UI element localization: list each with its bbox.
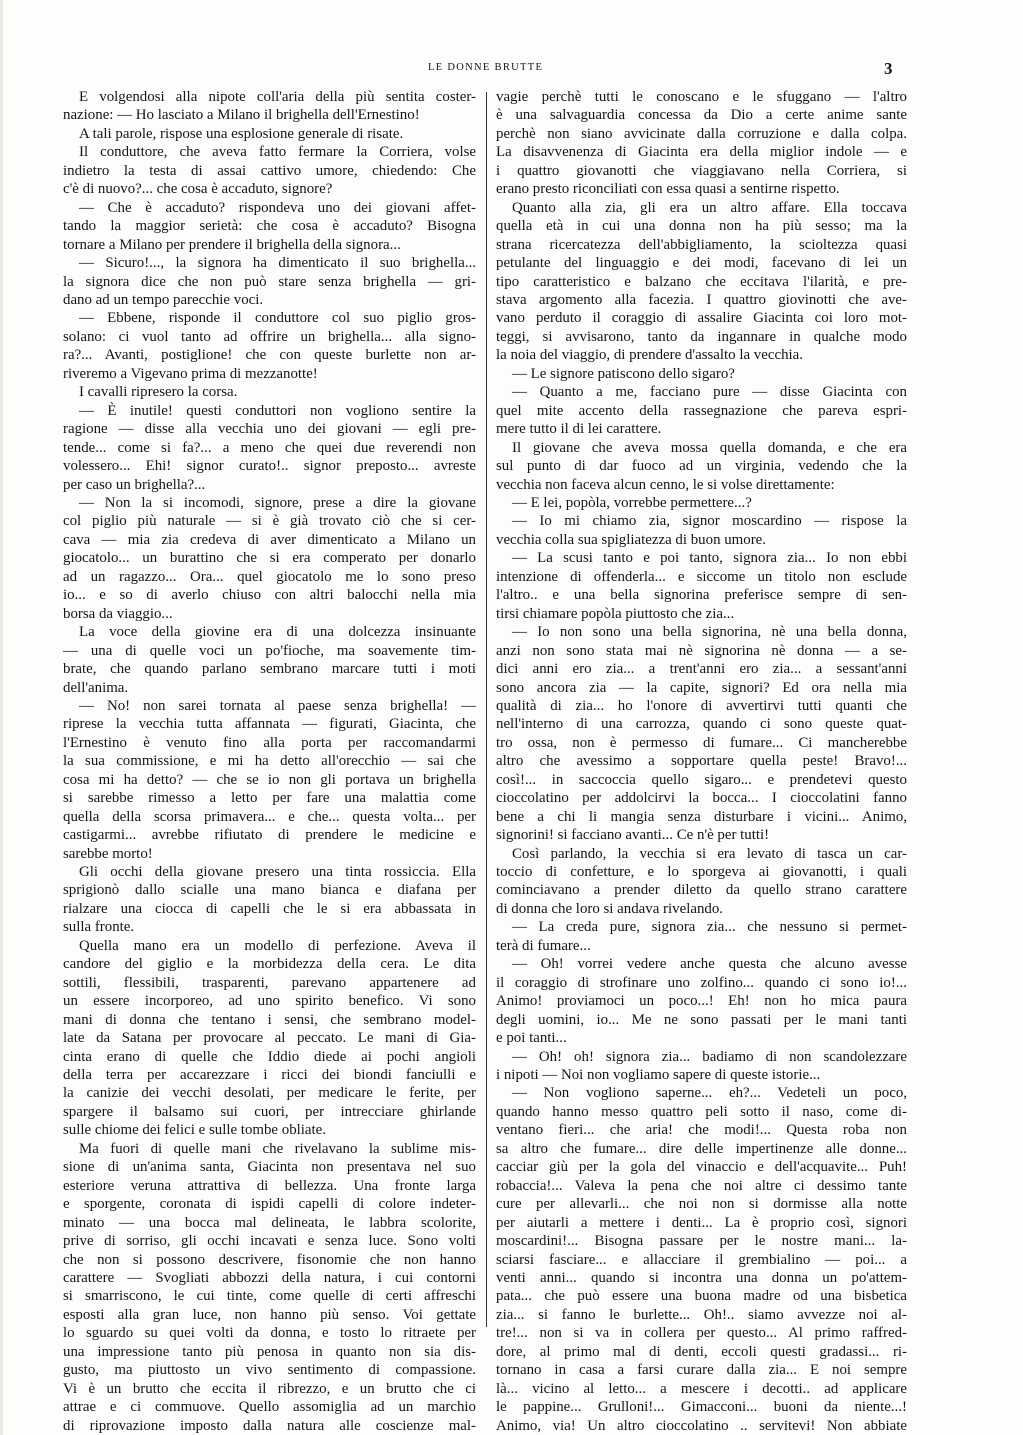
text-line: un essere incorporeo, ad uno spirito benefico. Vi sono — [63, 993, 476, 1010]
text-line: strana ricercatezza dell'abbigliamento, la scioltezza quasi — [496, 236, 907, 253]
text-line: Quella mano era un modello di perfezione. Aveva il — [79, 937, 476, 954]
text-line: i nipoti — Noi non vogliamo sapere di queste istorie... — [496, 1067, 821, 1084]
text-line: della terra per accarezzare i ricci dei biondi fanciulli e — [63, 1067, 476, 1084]
text-line: sulle chiome dei felici e sulle tombe obliate. — [63, 1122, 326, 1139]
text-line: tornare a Milano per prendere il brighella della signora... — [63, 236, 401, 253]
text-line: Ma fuori di quelle mani che rivelavano la sublime mis- — [79, 1140, 476, 1157]
text-line: gusto, ma piuttosto un vivo sentimento di compassione. — [63, 1362, 476, 1379]
text-line: sciarsi fasciare... e allacciare il grembialino — poi... a — [496, 1251, 907, 1268]
text-line: — E lei, popòla, vorrebbe permettere...? — [512, 494, 752, 511]
text-line: — Che è accaduto? rispondeva uno dei giovani affet- — [79, 199, 476, 216]
text-line: dell'anima. — [63, 679, 129, 696]
text-line: cioccolatino per addolcirvi la bocca... I cioccolatini fanno — [496, 790, 907, 807]
text-line: E volgendosi alla nipote coll'aria della più sentita coster- — [79, 89, 476, 105]
text-line: toccio di confetture, e lo sporgeva ai giovanotti, i quali — [496, 864, 907, 881]
text-line: — Io non sono una bella signorina, nè una bella donna, — [512, 624, 907, 641]
text-line: l'Ernestino è venuto fino alla porta per raccomandarmi — [63, 734, 476, 751]
text-line: ad un ragazzo... Ora... quel giocatolo me lo sono preso — [63, 568, 476, 585]
text-line: I cavalli ripresero la corsa. — [79, 384, 238, 401]
text-line: vecchia non faceva alcun cenno, le si volse direttamente: — [496, 476, 835, 493]
text-line: venti anni... quando si incontra una donna un po'attem- — [496, 1270, 907, 1286]
text-line: Il giovane che aveva mossa quella domanda, e che era — [512, 439, 907, 456]
text-line: perchè non siano avvicinate dalla corruzione e dalla colpa. — [496, 125, 907, 142]
text-line: — una di quelle voci un po'fioche, ma soavemente tim- — [63, 642, 476, 659]
text-line: quando hanno messo quattro peli sotto il naso, come di- — [496, 1103, 907, 1120]
text-line: — Non la si incomodi, signore, prese a dire la giovane — [79, 494, 476, 511]
text-line: cinta erano di quelle che Iddio diede ai pochi angioli — [63, 1048, 476, 1065]
text-line: una impressione tanto più penosa in quanto non sia dis- — [63, 1343, 476, 1360]
text-line: riveremo a Vigevano prima di mezzanotte! — [63, 365, 318, 382]
text-line: per caso un brighella?... — [63, 476, 206, 493]
text-line: La disavvenenza di Giacinta era della miglior indole — e — [496, 144, 907, 161]
text-line: spargere il balsamo sui cuori, per intrecciare ghirlande — [63, 1103, 476, 1120]
text-line: late da Satana per provocare al peccato. Le mani di Gia- — [63, 1030, 476, 1047]
text-line: tornano in casa a farsi curare dalla zia... E noi sempre — [496, 1362, 907, 1379]
text-line: stava argomento alla facezia. I quattro giovinotti che ave- — [496, 291, 907, 308]
text-line: prive di sorriso, gli occhi incavati e senza luce. Sono volti — [63, 1233, 476, 1250]
text-line: tende... come si fa?... a meno che quei due reverendi non — [63, 439, 476, 456]
text-line: nazione: — Ho lasciato a Milano il brighella dell'Ernestino! — [63, 107, 420, 124]
text-line: Così parlando, la vecchia si era levato di tasca un car- — [512, 845, 907, 862]
text-line: l'altro.. e una bella signorina preferisce sempre di sen- — [496, 587, 907, 604]
text-line: sul punto di dar fuoco ad un virginia, vedendo che la — [496, 458, 907, 475]
text-line: — Le signore patiscono dello sigaro? — [512, 365, 735, 382]
text-line: — No! non sarei tornata al paese senza brighella! — — [79, 697, 476, 714]
text-line: teggi, si avvisarono, tanto da ingannare in qualche modo — [496, 328, 907, 345]
text-line: la signora dice che non può stare senza brighella — gri- — [63, 273, 476, 290]
text-line: — La scusi tanto e poi tanto, signora zia... Io non ebbi — [512, 550, 907, 567]
text-line: ventano fieri... che aria! che modi!... Questa roba non — [496, 1122, 907, 1139]
text-line: quella della scorsa primavera... e che... questa volta... per — [63, 808, 476, 825]
text-line: sa altro che fumare... dire delle impertinenze alle donne... — [496, 1140, 907, 1157]
text-line: sottili, flessibili, trasparenti, parevano appartenere ad — [63, 974, 476, 991]
text-line: Gli occhi della giovane presero una tinta rossiccia. Ella — [79, 864, 476, 881]
text-line: che non si possono descrivere, fisonomie che non hanno — [63, 1251, 476, 1268]
text-line: — Oh! vorrei vedere anche questa che alcuno avesse — [512, 956, 907, 973]
text-line: tro ossa, non è permesso di fumare... Ci mancherebbe — [496, 734, 907, 751]
text-line: le pappine... Grulloni!... Gimacconi... buoni da niente...! — [496, 1399, 907, 1416]
text-line: Vi è un brutto che eccita il ribrezzo, e un brutto che ci — [63, 1380, 476, 1397]
text-line: col piglio più naturale — si è già trovato ciò che si cer- — [63, 513, 476, 530]
text-line: la noia del viaggio, di prendere d'assalto la vecchia. — [496, 347, 803, 364]
text-line: bene a chi li mangia senza disturbare i vicini... Animo, — [496, 808, 907, 825]
text-line: vecchia colla sua spigliatezza di buon umore. — [496, 531, 766, 548]
text-line: e sporgente, coronata di ispidi capelli di colore indeter- — [63, 1196, 476, 1213]
text-line: — Io mi chiamo zia, signor moscardino — rispose la — [512, 513, 907, 530]
text-line: così!... in saccoccia quello sigaro... e prendetevi questo — [496, 771, 907, 788]
text-line: sprigionò dallo scialle una mano bianca e diafana per — [63, 882, 476, 899]
text-line: tre!... non si va in collera per questo... Al primo raffred- — [496, 1325, 907, 1342]
text-line: si sarebbe rimesso a letto per fare una malattia come — [63, 790, 476, 807]
text-line: carattere — Svogliati abbozzi della natura, i cui contorni — [63, 1270, 476, 1286]
text-line: signorini! si facciano avanti... Ce n'è per tutti! — [496, 827, 770, 844]
text-line: e poi tanti... — [496, 1030, 567, 1047]
text-line: tando la maggior serietà: che cosa è accaduto? Bisogna — [63, 218, 476, 235]
text-line: — Non vogliono saperne... eh?... Vedeteli un poco, — [512, 1085, 907, 1102]
text-line: A tali parole, rispose una esplosione generale di risate. — [79, 125, 404, 142]
text-line: — Sicuro!..., la signora ha dimenticato il suo brighella... — [79, 255, 476, 272]
text-line: terà di fumare... — [496, 937, 591, 954]
left-column — [63, 88, 476, 1435]
page-edge-shadow — [0, 0, 3, 1435]
text-line: vano perduto il coraggio di assalire Giacinta coi loro mot- — [496, 310, 907, 327]
text-line: il coraggio di strofinare uno zolfino... quando ci sono io!... — [496, 974, 907, 991]
text-line: altro che avessimo a sopportare quella peste! Bravo!... — [496, 753, 907, 770]
text-line: borsa da viaggio... — [63, 605, 173, 622]
text-line: si smarriscono, le cui tinte, come quelle di certi affreschi — [63, 1288, 476, 1305]
text-line: minato — una bocca mal delineata, le labbra scolorite, — [63, 1214, 476, 1231]
text-line: cure per allevarli... che noi non si dormisse alla notte — [496, 1196, 907, 1213]
text-line: riprese la vecchia tutta affannata — figurati, Giacinta, che — [63, 716, 476, 733]
text-line: io... e so di averlo chiuso con altri balocchi nella mia — [63, 587, 476, 604]
text-line: La voce della giovine era di una dolcezza insinuante — [79, 624, 476, 641]
text-line: la canizie dei vecchi desolati, per medicare le ferite, per — [63, 1085, 476, 1102]
text-line: castigarmi... avrebbe rifiutato di prendere le medicine e — [63, 827, 476, 844]
text-line: rialzare una ciocca di capelli che le si era abbassata in — [63, 900, 476, 917]
text-line: moscardini!... Bisogna passare per le nostre mani... la- — [496, 1233, 907, 1250]
text-line: vagie perchè tutti le conoscano e le sfuggano — l'altro — [496, 89, 907, 105]
column-divider — [486, 92, 487, 1327]
text-line: sono ancora zia — la capite, signori? Ed ora nella mia — [496, 679, 907, 696]
text-line: di riprovazione imposto dalla natura alle coscienze mal- — [63, 1417, 476, 1434]
text-line: ra?... Avanti, postiglione! che con queste burlette non ar- — [63, 347, 476, 364]
running-title: LE DONNE BRUTTE — [428, 62, 544, 73]
text-line: Animo! proviamoci un poco...! Eh! non ho mica paura — [496, 993, 907, 1010]
text-line: — Quanto a me, facciano pure — disse Giacinta con — [512, 384, 907, 401]
text-line: solano: ci vuol tanto ad offrire un brighella... alla signo- — [63, 328, 476, 345]
text-line: là... vicino al letto... a mescere i decotti.. ad applicare — [496, 1380, 907, 1397]
text-line: esposti alla gran luce, non hanno più senso. Voi gettate — [63, 1306, 476, 1323]
text-line: la sua commissione, e mi ha detto all'orecchio — sai che — [63, 753, 476, 770]
text-line: anzi non sono stata mai nè signorina nè donna — a se- — [496, 642, 907, 659]
text-line: i quattro giovanotti che viaggiavano nella Corriera, si — [496, 162, 907, 179]
text-line: sulla fronte. — [63, 919, 135, 936]
text-line: degli uomini, io... Me ne sono passati per le mani tanti — [496, 1011, 907, 1028]
text-line: attrae e ci commuove. Quello assomiglia ad un marchio — [63, 1399, 476, 1416]
text-line: quel mite accento della rassegnazione che pareva espri- — [496, 402, 907, 419]
text-line: petulante del linguaggio e dei modi, facevano di lei un — [496, 255, 907, 272]
text-line: cominciavano a prender diletto da quello strano carattere — [496, 882, 907, 899]
right-column — [496, 88, 907, 1435]
text-line: brate, che quando parlano sembrano marcare tutti i moti — [63, 661, 476, 678]
text-line: cava — mia zia credeva di aver dimenticato a Milano un — [63, 531, 476, 548]
text-line: dano ad un tempo parecchie voci. — [63, 291, 264, 308]
text-line: — Ebbene, risponde il conduttore col suo piglio gros- — [79, 310, 476, 327]
text-line: dore, al primo mal di denti, eccoli questi gradassi... ri- — [496, 1343, 907, 1360]
text-line: Il conduttore, che aveva fatto fermare la Corriera, volse — [79, 144, 476, 161]
text-line: erano presto riconciliati con essa quasi a sentirne rispetto. — [496, 181, 840, 198]
text-line: robaccia!... Valeva la pena che noi altre ci dessimo tante — [496, 1177, 907, 1194]
text-line: indietro la testa di assai cattivo umore, chiedendo: Che — [63, 162, 476, 179]
text-line: pata... che può essere una buona madre od una bisbetica — [496, 1288, 907, 1305]
text-line: Quanto alla zia, gli era un altro affare. Ella toccava — [512, 199, 907, 216]
text-line: sione di un'anima santa, Giacinta non presentava nel suo — [63, 1159, 476, 1176]
running-header — [0, 59, 1023, 82]
text-line: è una salvaguardia concessa da Dio a certe anime sante — [496, 107, 907, 124]
text-line: — Oh! oh! signora zia... badiamo di non scandolezzare — [512, 1048, 907, 1065]
text-line: ragione — disse alla vecchia uno dei giovani — egli pre- — [63, 421, 476, 438]
text-line: — La creda pure, signora zia... che nessuno si permet- — [512, 919, 907, 936]
text-line: — È inutile! questi conduttori non vogliono sentire la — [79, 402, 476, 419]
text-line: nell'interno di una carrozza, quando ci sono queste quat- — [496, 716, 907, 733]
page-number: 3 — [884, 59, 893, 78]
text-line: Animo, via! Un altro cioccolatino .. servitevi! Non abbiate — [496, 1417, 907, 1434]
text-line: intenzione di offenderla... e siccome un titolo non esclude — [496, 568, 907, 585]
text-line: esteriore veruna attrattiva di bellezza. Una fronte larga — [63, 1177, 476, 1194]
text-line: tirsi chiamare popòla piuttosto che zia... — [496, 605, 735, 622]
text-line: mani di donna che tentano i sensi, che sembrano model- — [63, 1011, 476, 1028]
text-line: quella età in cui una donna non ha più sesso; ma la — [496, 218, 907, 235]
text-line: tipo caratteristico e balzano che eccitava l'ilarità, e pre- — [496, 273, 907, 290]
text-line: volessero... Ehi! signor curato!.. signor preposto... avreste — [63, 458, 476, 475]
text-line: c'è di nuovo?... che cosa è accaduto, signore? — [63, 181, 333, 198]
text-line: dici anni ero zia... a trent'anni ero zia... a sessant'anni — [496, 661, 907, 678]
text-line: qualità di zia... ho l'onore di avvertirvi tutti quanti che — [496, 697, 907, 714]
text-line: zia... si fanno le burlette... Oh!.. siamo avvezze noi al- — [496, 1306, 907, 1323]
text-line: di donna che loro si andava rivelando. — [496, 900, 724, 917]
text-line: sarebbe morto! — [63, 845, 153, 862]
text-line: per aiutarli a mettere i denti... La è proprio così, signori — [496, 1214, 907, 1231]
text-line: mere tutto il di lei carattere. — [496, 421, 662, 438]
text-line: cosa mi ha detto? — che se io non gli portava un brighella — [63, 771, 476, 788]
text-line: candore del giglio e la morbidezza della cera. Le dita — [63, 956, 476, 973]
text-line: cacciar giù per la gola del vinaccio e dell'acquavite... Puh! — [496, 1159, 907, 1176]
text-line: lo sguardo su quei volti da donna, e tosto lo ritraete per — [63, 1325, 476, 1342]
text-line: giocatolo... un burattino che si era comperato per donarlo — [63, 550, 476, 567]
